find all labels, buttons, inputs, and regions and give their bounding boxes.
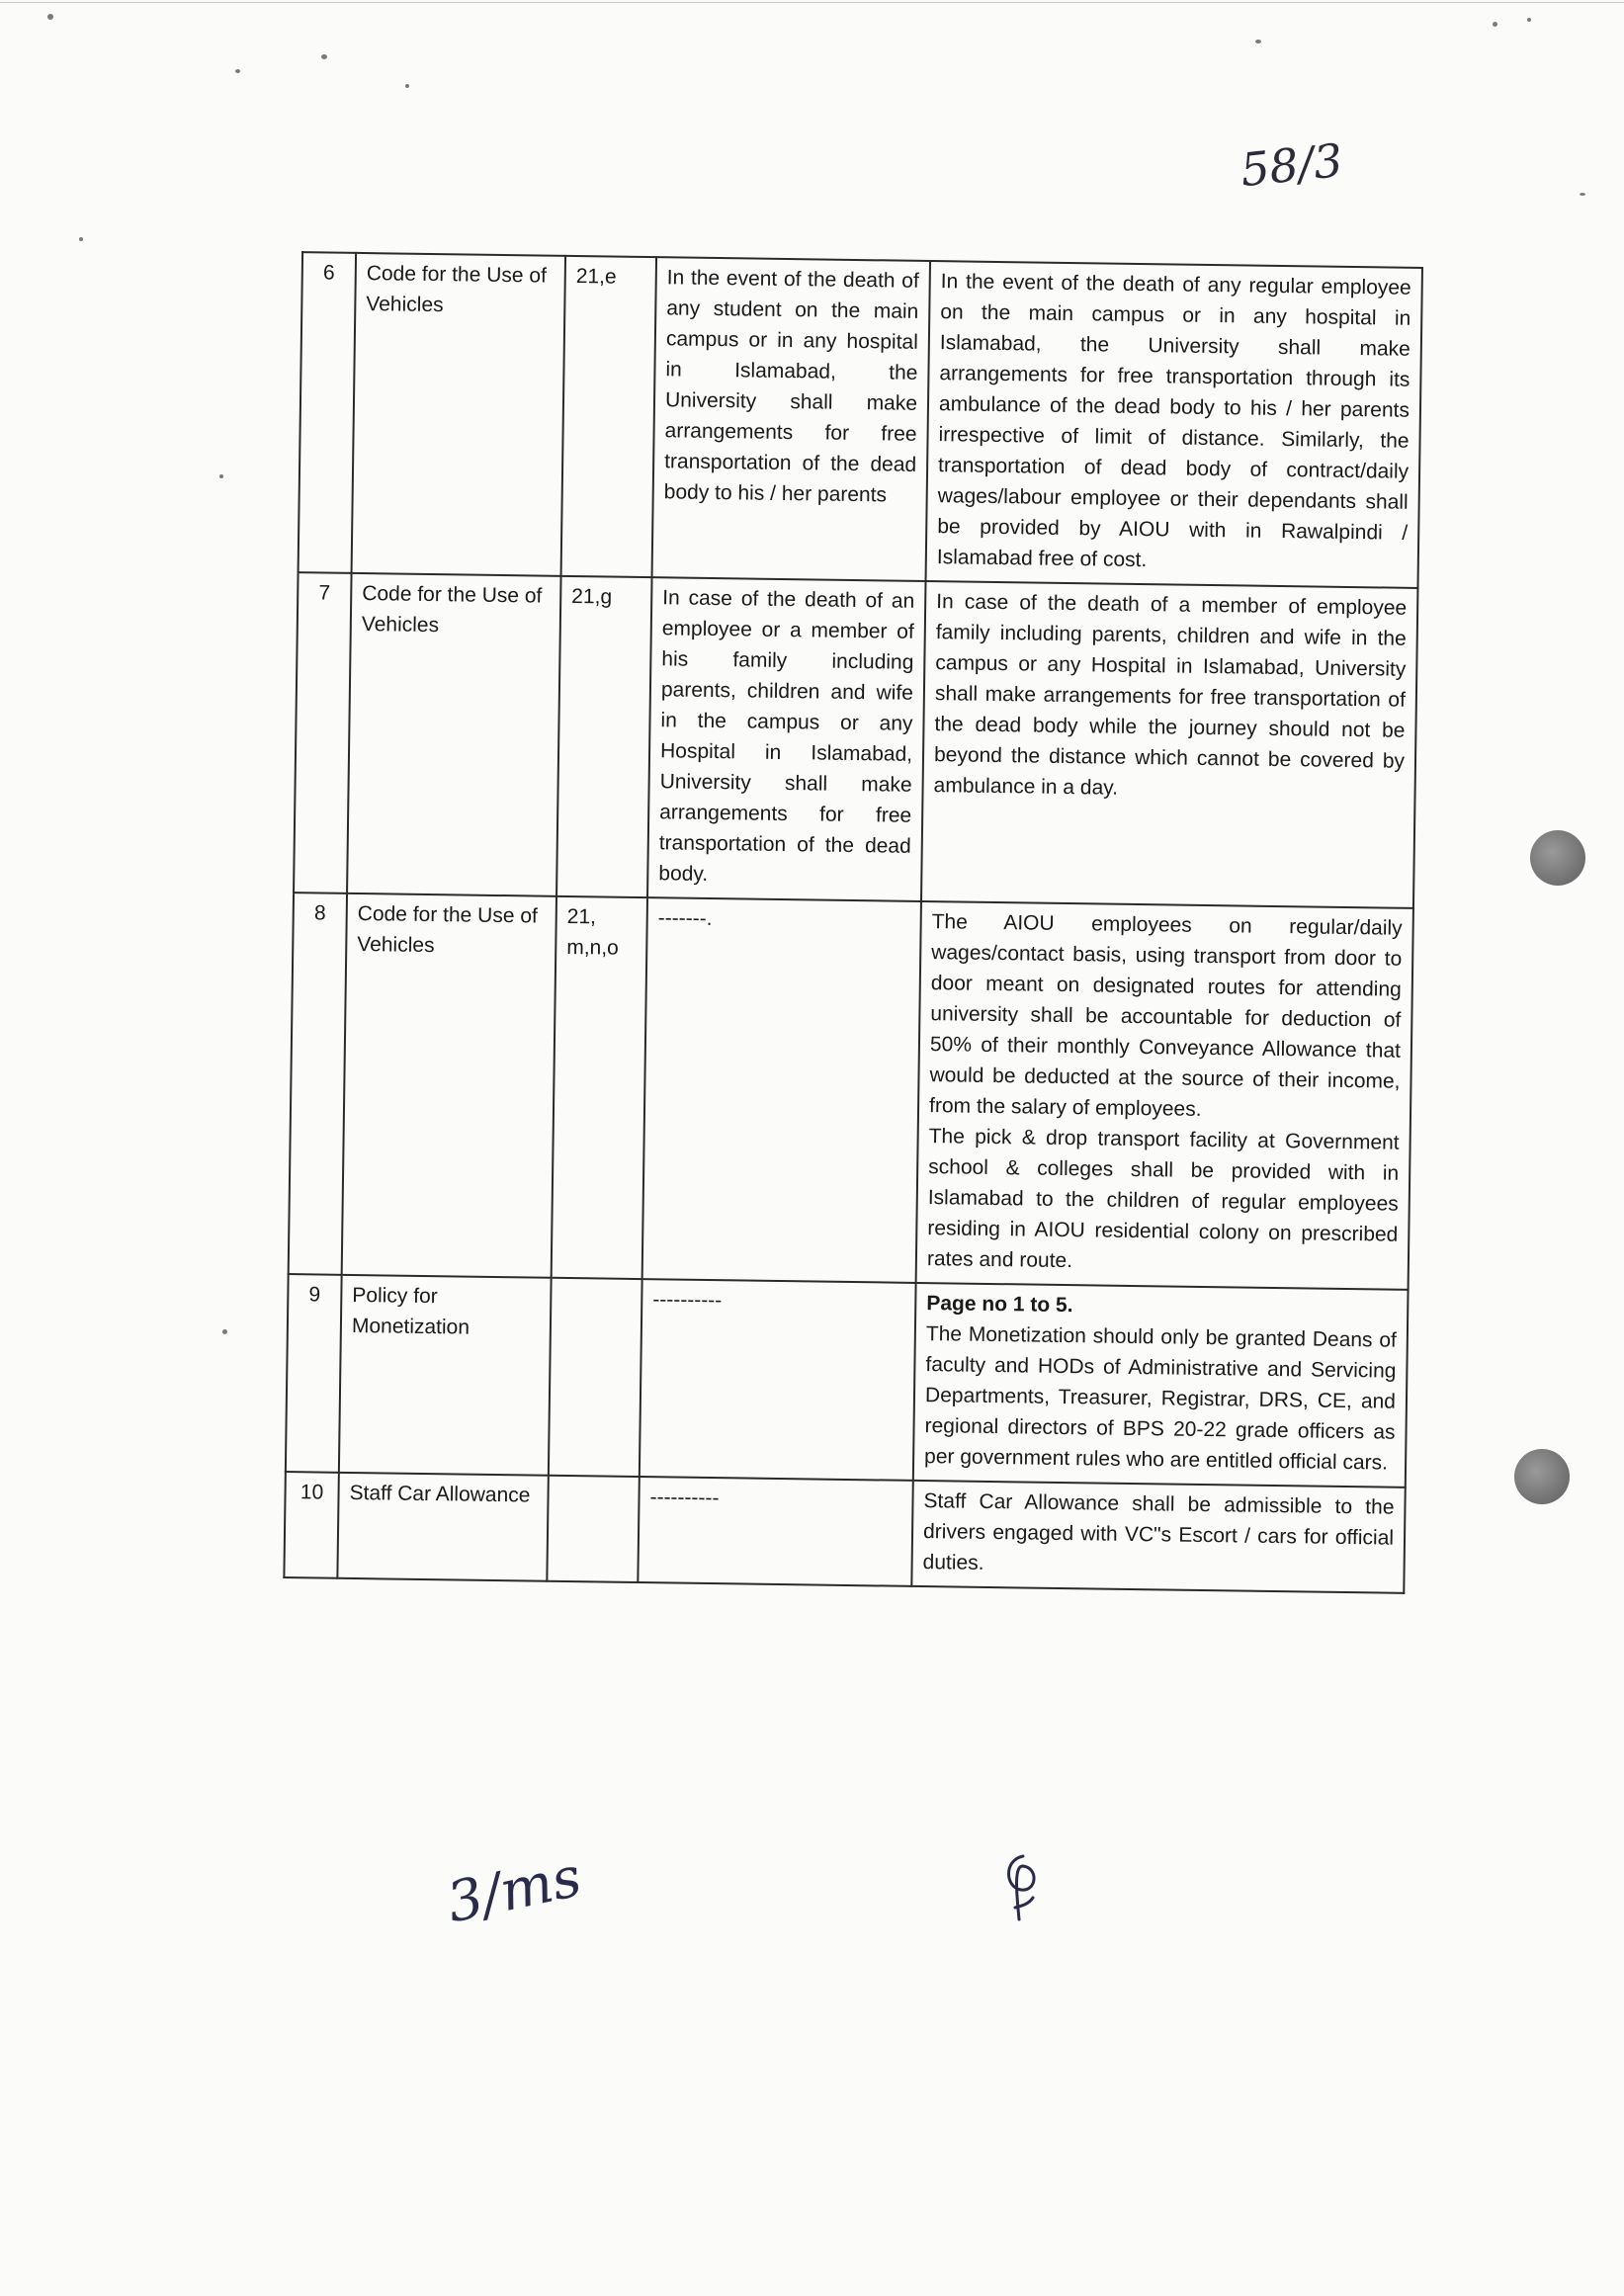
scan-speck xyxy=(219,474,223,478)
scan-speck xyxy=(79,237,83,241)
scan-top-edge xyxy=(0,2,1624,3)
proposed-text: In the event of the death of any regular employee on the main campus or in any hospital in Islamabad, the University shall make arrangements for free transportation through its ambulance of the dead body to his / her parents irrespective of limit of distance. Similarly, the transportation of dead body of contract/daily wages/labour employee or their dependants shall be provided by AIOU with in Rawalpindi / Islamabad free of cost. xyxy=(936,270,1411,572)
policy-name: Code for the Use of Vehicles xyxy=(352,253,566,576)
row-number: 7 xyxy=(294,572,352,893)
scan-speck xyxy=(222,1329,227,1334)
scan-speck xyxy=(1255,40,1261,43)
rule-reference: 21, m,n,o xyxy=(552,896,647,1279)
existing-provision: ---------- xyxy=(638,1477,912,1586)
proposed-text: The Monetization should only be granted Deans of faculty and HODs of Administrative and Servicing Departments, Treasurer, Registrar, DRS, CE, and regional directors of BPS 20-22 grade officers as per government rules who are entitled official cars. xyxy=(923,1322,1397,1475)
table-row xyxy=(289,893,1413,1290)
scan-speck xyxy=(1493,22,1497,27)
policy-name: Code for the Use of Vehicles xyxy=(342,893,556,1278)
proposed-text: The AIOU employees on regular/daily wages/contact basis, using transport from door to door meant on designated routes for attending university shall be accountable for deduction of 50% of their monthly Conveyance Allowance that would be deducted at the source of their income, from the salary of employees. xyxy=(928,910,1403,1121)
existing-provision: In the event of the death of any student on the main campus or in any hospital in Islamabad, the University shall make arrangements for free transportation of the dead body to his / her parents xyxy=(652,257,930,581)
proposed-provision xyxy=(926,261,1422,588)
scan-speck xyxy=(235,69,240,73)
scan-speck xyxy=(1527,18,1531,22)
scan-speck xyxy=(1580,193,1585,196)
scan-speck xyxy=(405,84,409,88)
proposed-provision xyxy=(913,1283,1409,1488)
table-row xyxy=(284,1472,1405,1593)
handwritten-initials: 3/ms xyxy=(441,1844,587,1936)
punch-hole xyxy=(1514,1449,1570,1504)
table-row xyxy=(299,252,1422,588)
row-number: 6 xyxy=(299,252,357,573)
proposed-text: Staff Car Allowance shall be admissible to the drivers engaged with VC"s Escort / cars for official duties. xyxy=(922,1489,1395,1574)
punch-hole xyxy=(1530,830,1585,886)
row-number: 10 xyxy=(284,1472,338,1578)
handwritten-signature-icon xyxy=(993,1848,1053,1927)
existing-provision: In case of the death of an employee or a member of his family including parents, children and wife in the campus or any Hospital in Islamabad, University shall make arrangements for free transportation of the dead body. xyxy=(647,577,925,901)
table-row xyxy=(286,1274,1409,1488)
proposed-provision xyxy=(916,901,1413,1290)
rule-reference xyxy=(549,1278,642,1477)
proposed-text: In case of the death of a member of employee family including parents, children and wife in the campus or any Hospital in Islamabad, University shall make arrangements for free transportation of the dead body while the journey should not be beyond the distance which cannot be covered by ambulance in a day. xyxy=(933,590,1408,800)
proposed-text: The pick & drop transport facility at Government school & colleges shall be provided with in Islamabad to the children of regular employees residing in AIOU residential colony on prescribed rates and route. xyxy=(926,1125,1400,1273)
scan-speck xyxy=(47,14,53,20)
existing-provision: ---------- xyxy=(640,1279,916,1481)
proposed-provision xyxy=(911,1481,1405,1593)
policy-name: Code for the Use of Vehicles xyxy=(347,573,561,896)
page-number: 58/3 xyxy=(1238,132,1345,198)
rule-reference xyxy=(547,1476,639,1582)
rule-reference: 21,e xyxy=(561,256,657,577)
policy-name: Policy for Monetization xyxy=(339,1275,552,1476)
rule-reference: 21,g xyxy=(556,576,652,897)
proposed-provision xyxy=(921,581,1417,908)
scan-speck xyxy=(321,54,327,59)
table-row xyxy=(294,572,1417,908)
page-reference: Page no 1 to 5. xyxy=(926,1292,1073,1318)
policy-table xyxy=(283,251,1423,1594)
policy-name: Staff Car Allowance xyxy=(337,1473,548,1581)
row-number: 8 xyxy=(289,893,347,1275)
row-number: 9 xyxy=(286,1274,342,1473)
existing-provision: -------. xyxy=(642,897,921,1283)
